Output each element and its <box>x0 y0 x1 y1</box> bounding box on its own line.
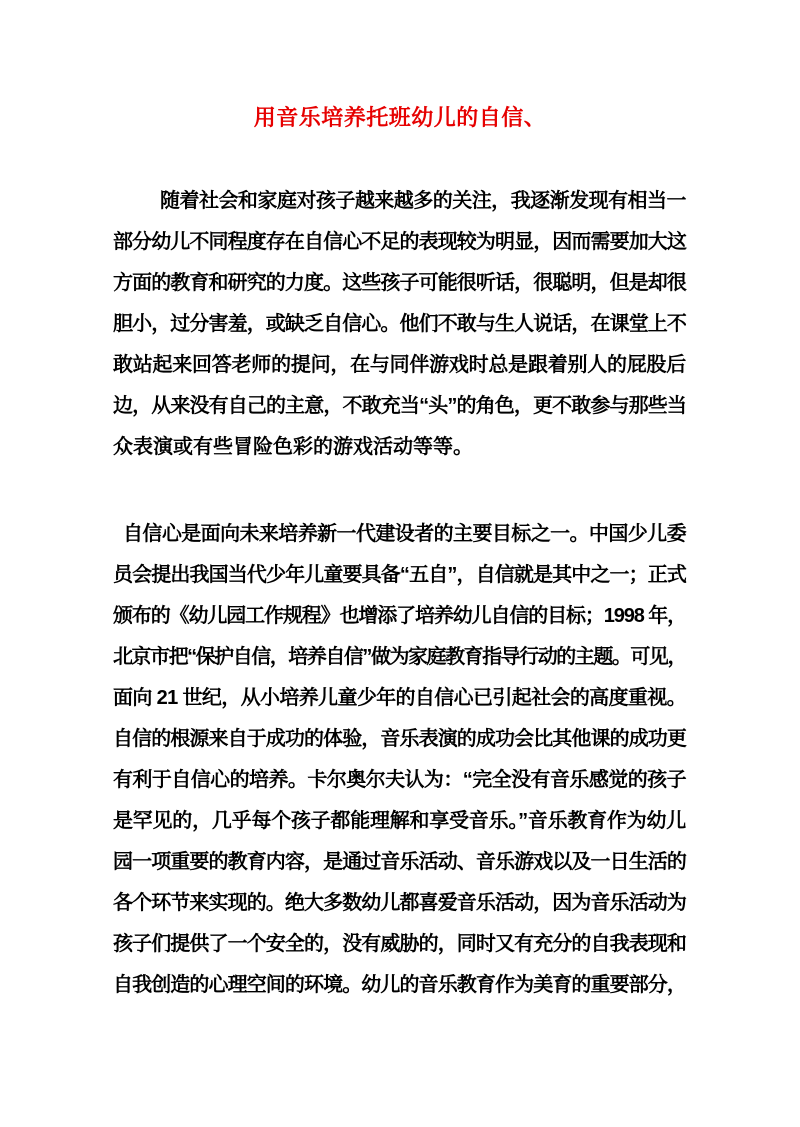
text-line <box>113 514 686 555</box>
text-run: 颁布的《幼儿园工作规程》也增添了培养幼儿自信的目标；1998 年， <box>113 605 686 627</box>
text-line <box>113 345 686 386</box>
text-run: 自信的根源来自于成功的体验，音乐表演的成功会比其他课的成功更 <box>113 728 686 750</box>
text-run: 孩子们提供了一个安全的，没有威胁的，同时又有充分的自我表现和 <box>113 933 686 955</box>
text-run: 胆小，过分害羞，或缺乏自信心。他们不敢与生人说话，在课堂上不 <box>113 313 686 335</box>
text-line <box>113 883 686 924</box>
paragraph-2 <box>113 514 686 1006</box>
text-line <box>113 596 686 637</box>
text-line <box>113 637 686 678</box>
text-line <box>113 555 686 596</box>
text-run: 园一项重要的教育内容，是通过音乐活动、音乐游戏以及一日生活的 <box>113 851 686 873</box>
text-run: 面向 21 世纪，从小培养儿童少年的自信心已引起社会的高度重视。 <box>113 687 686 709</box>
text-line <box>113 386 686 427</box>
text-line <box>113 263 686 304</box>
paragraph-1 <box>113 181 686 468</box>
text-line <box>113 965 686 1006</box>
text-run: 自我创造的心理空间的环境。幼儿的音乐教育作为美育的重要部分， <box>113 974 686 996</box>
text-run: 随着社会和家庭对孩子越来越多的关注，我逐渐发现有相当一 <box>160 190 686 212</box>
text-line <box>113 924 686 965</box>
text-run: 是罕见的，几乎每个孩子都能理解和享受音乐。”音乐教育作为幼儿 <box>113 810 686 832</box>
text-run: 部分幼儿不同程度存在自信心不足的表现较为明显，因而需要加大这 <box>113 231 686 253</box>
text-line <box>113 222 686 263</box>
text-run: 各个环节来实现的。绝大多数幼儿都喜爱音乐活动，因为音乐活动为 <box>113 892 686 914</box>
text-run: 方面的教育和研究的力度。这些孩子可能很听话，很聪明，但是却很 <box>113 272 686 294</box>
text-run: 有利于自信心的培养。卡尔奥尔夫认为：“完全没有音乐感觉的孩子 <box>113 769 686 791</box>
text-run: 边，从来没有自己的主意，不敢充当“头”的角色，更不敢参与那些当 <box>113 395 686 417</box>
text-run: 北京市把“保护自信，培养自信”做为家庭教育指导行动的主题。可见， <box>113 646 686 668</box>
text-run: 自信心是面向未来培养新一代建设者的主要目标之一。中国少儿委 <box>123 523 686 545</box>
text-run: 敢站起来回答老师的提问，在与同伴游戏时总是跟着别人的屁股后 <box>113 354 686 376</box>
text-line <box>113 427 686 468</box>
text-line <box>113 719 686 760</box>
text-run: 员会提出我国当代少年儿童要具备“五自”，自信就是其中之一；正式 <box>113 564 686 586</box>
document-title: 用音乐培养托班幼儿的自信、 <box>253 105 547 130</box>
text-run: 众表演或有些冒险色彩的游戏活动等等。 <box>113 436 473 458</box>
document-body <box>113 181 686 1006</box>
text-line <box>113 760 686 801</box>
text-line <box>113 842 686 883</box>
text-line <box>113 678 686 719</box>
text-line <box>113 304 686 345</box>
text-line <box>113 801 686 842</box>
text-line <box>113 181 686 222</box>
